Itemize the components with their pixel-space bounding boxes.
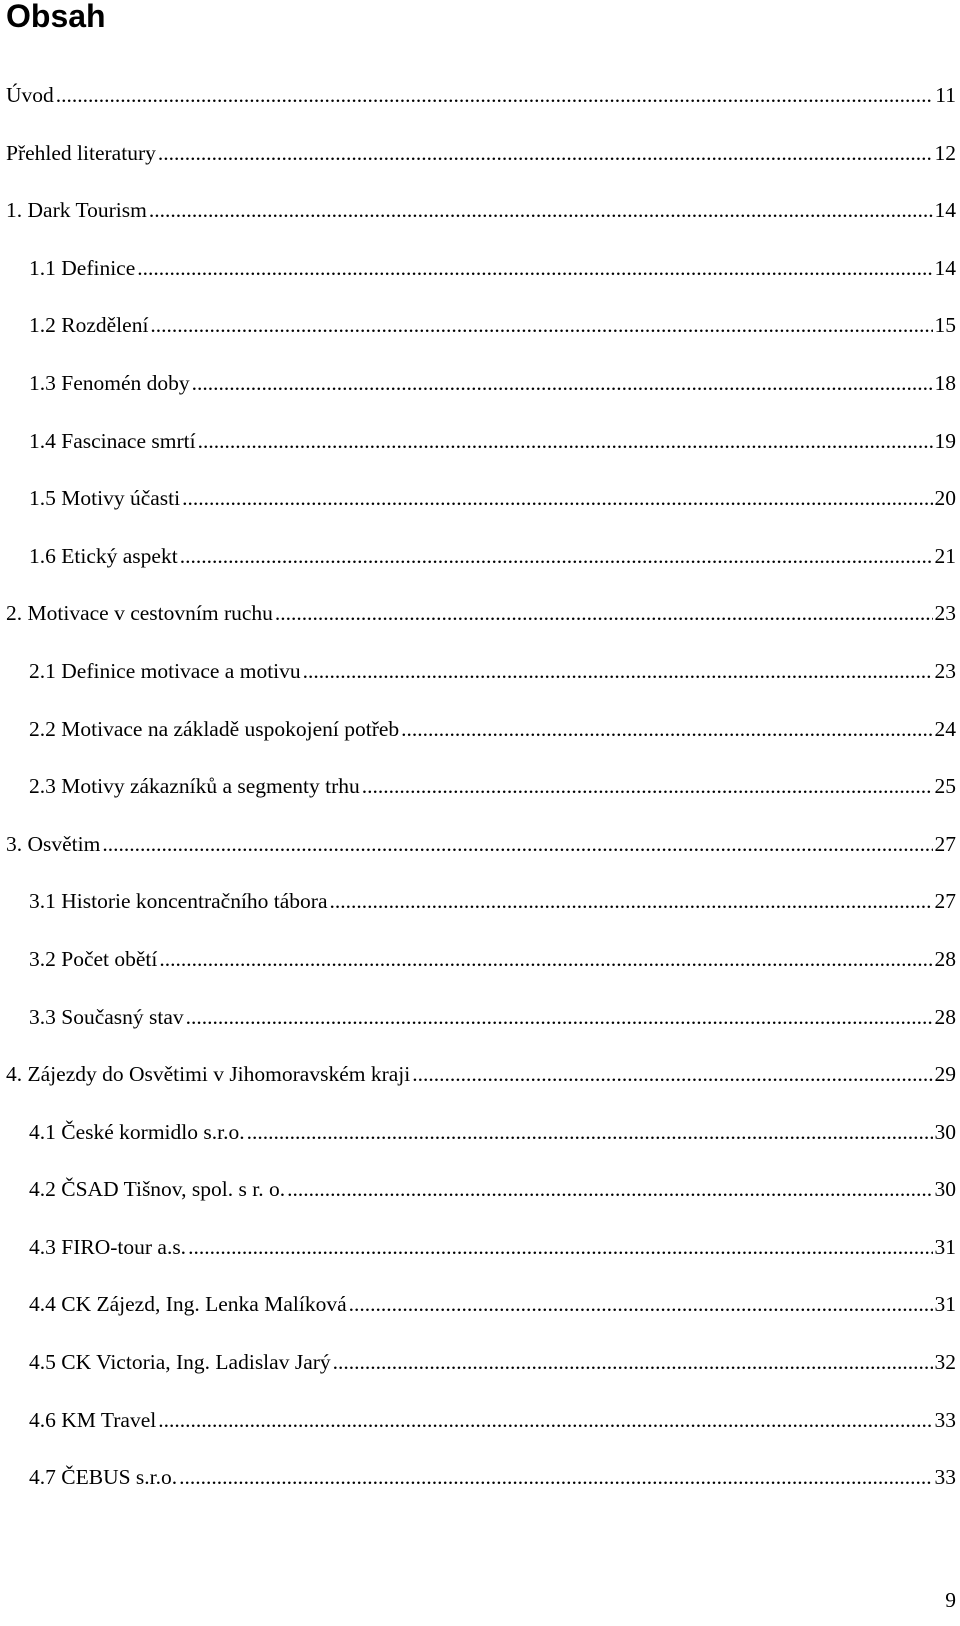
- toc-entry-text: Úvod: [6, 83, 54, 107]
- toc-entry-text: 1. Dark Tourism: [6, 198, 147, 223]
- toc-entry[interactable]: [0, 240, 960, 298]
- toc-dot-leader: [102, 816, 932, 874]
- toc-entry[interactable]: [0, 355, 960, 413]
- toc-dot-leader: [186, 989, 933, 1047]
- toc-entry[interactable]: [0, 873, 960, 931]
- toc-entry-page: 31: [934, 1234, 956, 1259]
- toc-entry[interactable]: [0, 125, 960, 183]
- toc-entry[interactable]: [0, 989, 960, 1047]
- toc-entry-page: 12: [934, 140, 956, 165]
- toc-dot-leader: [349, 1276, 933, 1334]
- toc-entry-text: 4.2 ČSAD Tišnov, spol. s r. o.: [29, 1177, 286, 1202]
- toc-dot-leader: [362, 758, 933, 816]
- toc-dot-leader: [158, 125, 933, 183]
- toc-dot-leader: [179, 1449, 932, 1507]
- toc-entry-page: 20: [934, 486, 956, 511]
- toc-entry[interactable]: [0, 643, 960, 701]
- toc-entry[interactable]: [0, 1161, 960, 1219]
- toc-entry-page: 21: [934, 543, 956, 568]
- toc-entry[interactable]: [0, 297, 960, 355]
- toc-entry-page: 19: [934, 428, 956, 453]
- toc-entry-text: 4.6 KM Travel: [29, 1407, 157, 1432]
- toc-entry-page: 30: [934, 1119, 956, 1144]
- toc-entry-text: 3.3 Současný stav: [29, 1004, 184, 1029]
- toc-entry-text: 3.2 Počet obětí: [29, 946, 158, 971]
- toc-entry-page: 23: [934, 658, 956, 683]
- toc-entry-page: 27: [934, 889, 956, 914]
- toc-entry-page: 18: [934, 370, 956, 395]
- toc-dot-leader: [180, 528, 933, 586]
- toc-entry-text: Přehled literatury: [6, 140, 156, 165]
- toc-list: [0, 67, 960, 1507]
- toc-entry-text: 2.2 Motivace na základě uspokojení potřeb: [29, 716, 400, 741]
- toc-entry-page: 28: [934, 946, 956, 971]
- toc-entry-page: 11: [935, 83, 956, 107]
- toc-entry-page: 24: [934, 716, 956, 741]
- toc-entry-text: 4. Zájezdy do Osvětimi v Jihomoravském kraji: [6, 1062, 411, 1087]
- toc-entry[interactable]: [0, 1276, 960, 1334]
- toc-entry-text: 1.6 Etický aspekt: [29, 543, 178, 568]
- toc-dot-leader: [330, 873, 933, 931]
- toc-dot-leader: [150, 297, 932, 355]
- toc-entry-page: 23: [934, 601, 956, 626]
- toc-dot-leader: [303, 643, 933, 701]
- toc-entry-text: 4.7 ČEBUS s.r.o.: [29, 1465, 178, 1490]
- toc-dot-leader: [412, 1046, 932, 1104]
- toc-dot-leader: [159, 931, 932, 989]
- toc-dot-leader: [333, 1334, 933, 1392]
- toc-dot-leader: [158, 1392, 932, 1450]
- toc-entry-text: 1.5 Motivy účasti: [29, 486, 181, 511]
- toc-entry[interactable]: [0, 182, 960, 240]
- toc-entry[interactable]: [0, 1104, 960, 1162]
- toc-entry[interactable]: [0, 1219, 960, 1277]
- toc-entry-page: 33: [934, 1407, 956, 1432]
- toc-dot-leader: [188, 1219, 932, 1277]
- toc-entry-text: 1.2 Rozdělení: [29, 313, 149, 338]
- toc-entry-text: 4.1 České kormidlo s.r.o.: [29, 1119, 245, 1144]
- toc-entry-page: 32: [934, 1350, 956, 1375]
- toc-entry-page: 14: [934, 255, 956, 280]
- toc-entry-page: 25: [934, 774, 956, 799]
- toc-entry-text: 4.5 CK Victoria, Ing. Ladislav Jarý: [29, 1350, 331, 1375]
- toc-entry-page: 27: [934, 831, 956, 856]
- toc-entry-page: 29: [934, 1062, 956, 1087]
- toc-entry-text: 2.1 Definice motivace a motivu: [29, 658, 301, 683]
- toc-entry-page: 15: [934, 313, 956, 338]
- toc-entry[interactable]: [0, 585, 960, 643]
- toc-dot-leader: [137, 240, 932, 298]
- toc-dot-leader: [287, 1161, 932, 1219]
- toc-entry[interactable]: [0, 470, 960, 528]
- toc-entry-page: 14: [934, 198, 956, 223]
- toc-entry[interactable]: [0, 816, 960, 874]
- toc-entry-text: 2.3 Motivy zákazníků a segmenty trhu: [29, 774, 360, 799]
- toc-entry[interactable]: [0, 528, 960, 586]
- toc-entry-page: 28: [934, 1004, 956, 1029]
- toc-entry[interactable]: [0, 1046, 960, 1104]
- toc-entry[interactable]: [0, 1334, 960, 1392]
- toc-entry-page: 33: [934, 1465, 956, 1490]
- toc-entry-page: 30: [934, 1177, 956, 1202]
- toc-entry[interactable]: [0, 1449, 960, 1507]
- toc-dot-leader: [198, 413, 933, 471]
- toc-entry[interactable]: [0, 67, 960, 125]
- toc-entry[interactable]: [0, 413, 960, 471]
- toc-dot-leader: [182, 470, 932, 528]
- toc-entry[interactable]: [0, 931, 960, 989]
- toc-entry[interactable]: [0, 1392, 960, 1450]
- toc-entry-text: 1.4 Fascinace smrtí: [29, 428, 196, 453]
- toc-entry[interactable]: [0, 758, 960, 816]
- page-number: 9: [945, 1588, 956, 1612]
- toc-dot-leader: [247, 1104, 933, 1162]
- toc-entry-text: 3. Osvětim: [6, 831, 101, 856]
- toc-dot-leader: [275, 585, 933, 643]
- toc-entry-text: 2. Motivace v cestovním ruchu: [6, 601, 273, 626]
- toc-entry[interactable]: [0, 701, 960, 759]
- toc-entry-text: 1.1 Definice: [29, 255, 136, 280]
- toc-entry-text: 4.3 FIRO-tour a.s.: [29, 1234, 187, 1259]
- toc-title: Obsah: [6, 0, 106, 34]
- toc-entry-text: 3.1 Historie koncentračního tábora: [29, 889, 328, 914]
- toc-entry-page: 31: [934, 1292, 956, 1317]
- toc-dot-leader: [192, 355, 933, 413]
- toc-entry-text: 4.4 CK Zájezd, Ing. Lenka Malíková: [29, 1292, 347, 1317]
- toc-dot-leader: [149, 182, 933, 240]
- toc-entry-text: 1.3 Fenomén doby: [29, 370, 190, 395]
- toc-dot-leader: [401, 701, 932, 759]
- toc-dot-leader: [56, 67, 934, 125]
